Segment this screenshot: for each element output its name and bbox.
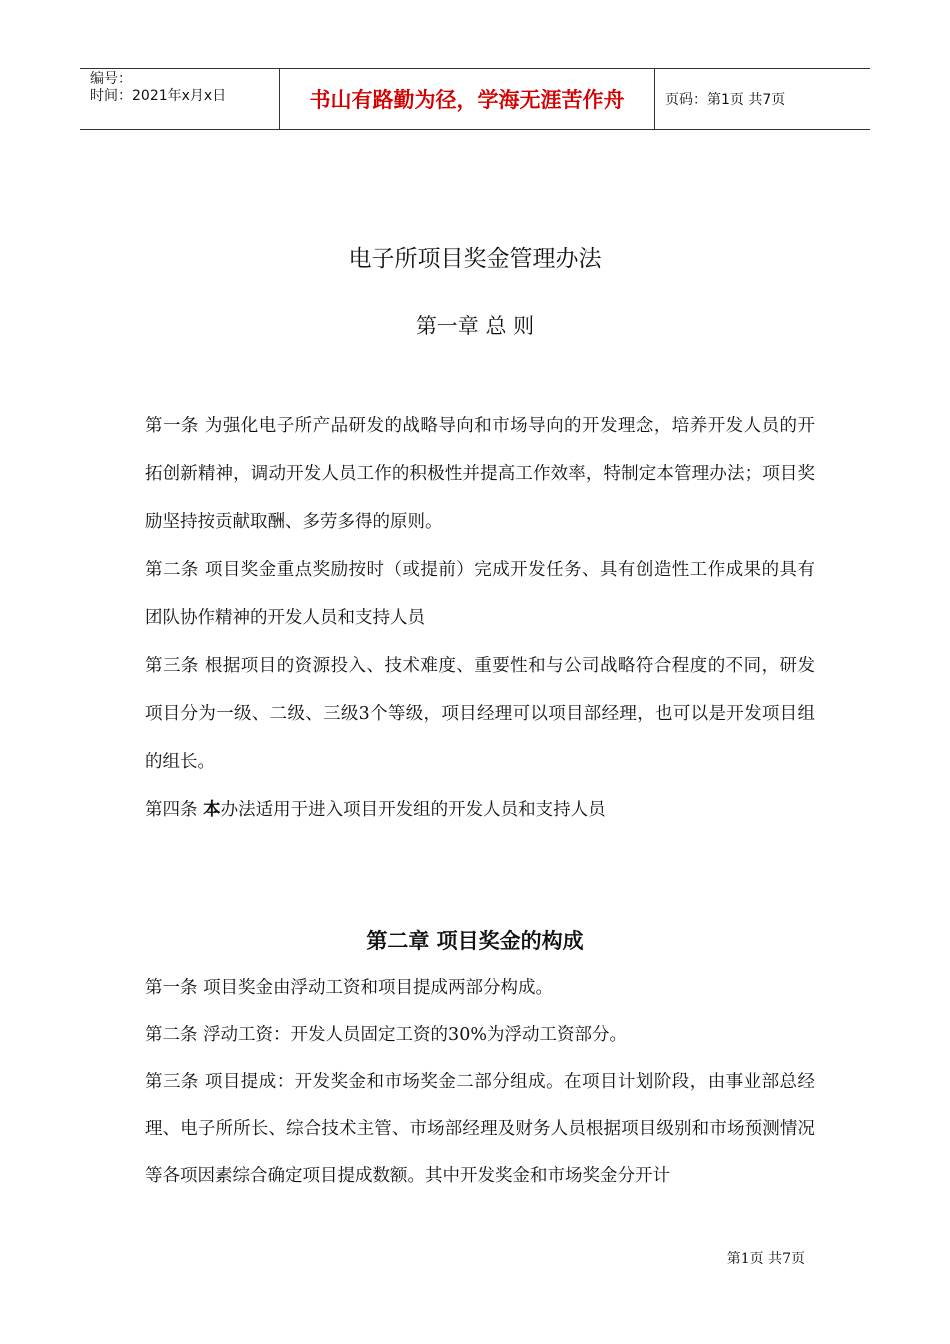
chapter-2-body xyxy=(145,965,815,1200)
page-header xyxy=(80,68,870,130)
article-4-prefix: 第四条 xyxy=(145,800,204,820)
header-meta xyxy=(80,69,280,129)
chapter-2-article-3: 第三条 项目提成：开发奖金和市场奖金二部分组成。在项目计划阶段，由事业部总经理、电子所所长、综合技术主管、市场部经理及财务人员根据项目级别和市场预测情况等各项因素综合确定项目提成数额。其中开发奖金和市场奖金分开计 xyxy=(145,1072,815,1186)
chapter-1-body xyxy=(145,402,815,834)
chapter-1-title: 第一章 总 则 xyxy=(415,314,535,338)
header-motto: 书山有路勤为径，学海无涯苦作舟 xyxy=(280,69,655,129)
chapter-2-article-2: 第二条 浮动工资：开发人员固定工资的30%为浮动工资部分。 xyxy=(145,1025,627,1045)
serial-number-label: 编号： xyxy=(90,71,132,87)
chapter-1-article-1: 第一条 为强化电子所产品研发的战略导向和市场导向的开发理念，培养开发人员的开拓创新精神，调动开发人员工作的积极性并提高工作效率，特制定本管理办法；项目奖励坚持按贡献取酬、多劳多得的原则。 xyxy=(145,416,815,532)
chapter-1-article-4 xyxy=(145,786,815,834)
chapter-1-article-2: 第二条 项目奖金重点奖励按时（或提前）完成开发任务、具有创造性工作成果的具有团队协作精神的开发人员和支持人员 xyxy=(145,560,815,628)
chapter-2-article-1: 第一条 项目奖金由浮动工资和项目提成两部分构成。 xyxy=(145,978,554,998)
date-label: 时间：2021年x月x日 xyxy=(90,88,227,104)
article-4-rest: 办法适用于进入项目开发组的开发人员和支持人员 xyxy=(220,800,606,820)
header-page-info: 页码：第1页 共7页 xyxy=(665,92,786,108)
chapter-1-article-3: 第三条 根据项目的资源投入、技术难度、重要性和与公司战略符合程度的不同，研发项目分为一级、二级、三级3个等级，项目经理可以项目部经理，也可以是开发项目组的组长。 xyxy=(145,656,815,772)
document-title: 电子所项目奖金管理办法 xyxy=(348,246,602,272)
chapter-2-title: 第二章 项目奖金的构成 xyxy=(366,929,584,953)
article-4-bold-text: 本 xyxy=(203,800,221,820)
page-footer: 第1页 共7页 xyxy=(726,1251,805,1267)
